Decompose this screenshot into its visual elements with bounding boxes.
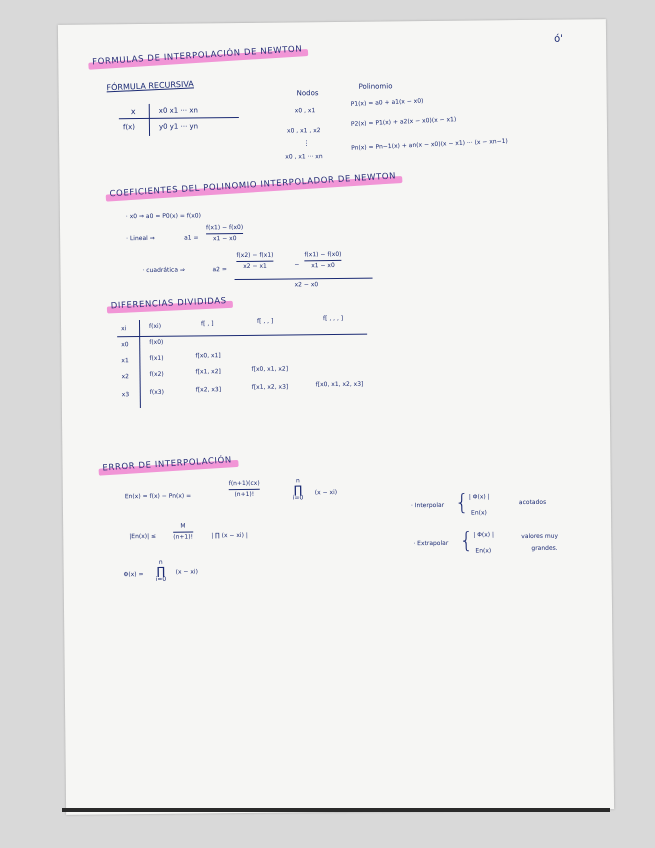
product-upper: n <box>295 477 300 485</box>
divdiff-hline <box>117 334 367 338</box>
extrap-phi: | Φ(x) | <box>473 531 495 539</box>
poly-p1: P1(x) = a0 + a1(x − x0) <box>350 97 424 108</box>
interp-phi: | Φ(x) | <box>468 493 490 501</box>
nodes-n: x0 , x1 ··· xn <box>285 153 323 161</box>
product-lower: i=0 <box>292 494 304 502</box>
coef-a2-num-1: f(x2) − f(x1) <box>236 251 274 260</box>
notes-page <box>58 19 614 815</box>
fraction-bar <box>229 489 260 490</box>
table-hline <box>119 117 239 119</box>
nodes-2: x0 , x1 , x2 <box>286 127 321 135</box>
product-upper: n <box>158 558 163 566</box>
divdiff-vline <box>139 320 141 408</box>
coef-a2-den-1: x2 − x1 <box>243 262 267 270</box>
err-eq1-term: (x − xi) <box>314 488 338 497</box>
extrap-result-2: grandes. <box>531 544 558 552</box>
coef-a0: · x0 ⇒ a0 = P0(x) = f(x0) <box>125 212 201 221</box>
fraction-bar <box>173 532 193 533</box>
scan-edge <box>62 808 610 812</box>
dd-row1-d1: f[x0, x1] <box>195 352 221 360</box>
dd-header-fx: f(xi) <box>149 322 162 330</box>
coef-a2-fraction-1 <box>236 253 273 270</box>
table-vline <box>149 104 150 136</box>
table-y-values: y0 y1 ··· yn <box>158 122 199 131</box>
extrap-label: · Extrapolar <box>413 539 449 548</box>
section-title-coefficients: COEFICIENTES DEL POLINOMIO INTERPOLADOR DE NEWTON <box>109 171 397 200</box>
dd-row0-x: x0 <box>121 341 129 349</box>
dd-row2-d2: f[x0, x1, x2] <box>251 365 289 373</box>
coef-a2-main-den: x2 − x0 <box>294 281 319 289</box>
section-title-divided-diff: DIFERENCIAS DIVIDIDAS <box>110 296 227 312</box>
interp-en: En(x) <box>470 509 487 517</box>
col-polynomial: Polinomio <box>358 82 393 91</box>
coef-a2-num-2: f(x1) − f(x0) <box>304 250 342 259</box>
err-bound-left: |En(x)| ≤ <box>129 532 157 541</box>
coef-a2-fraction-2 <box>304 252 341 269</box>
dd-row1-f: f(x1) <box>149 354 164 362</box>
fraction-bar <box>304 260 341 261</box>
dd-row2-f: f(x2) <box>149 370 164 378</box>
err-bound-fraction <box>173 524 193 541</box>
dd-row2-x: x2 <box>121 373 129 381</box>
coef-a1-fraction <box>206 225 243 242</box>
coef-lineal-label: · Lineal ⇒ <box>126 234 155 243</box>
dd-header-f1: f[ , ] <box>200 320 214 328</box>
poly-pn: Pn(x) = Pn−1(x) + an(x − x0)(x − x1) ··· (x − xn−1) <box>351 137 508 152</box>
dd-header-f2: f[ , , ] <box>256 317 274 325</box>
dd-row3-d1: f[x2, x3] <box>195 386 222 394</box>
err-bound-num: M <box>180 522 186 530</box>
table-x-values: x0 x1 ··· xn <box>158 106 198 115</box>
err-eq1-den: (n+1)! <box>234 490 255 499</box>
nodes-dots: ⋮ <box>303 139 311 148</box>
coef-quad-label: · cuadrática ⇒ <box>142 266 185 275</box>
dd-row3-x: x3 <box>121 391 130 399</box>
table-f-label: f(x) <box>122 123 136 132</box>
err-eq1-product <box>293 478 304 501</box>
dd-row3-f: f(x3) <box>149 388 164 396</box>
interp-brace: { <box>454 490 470 516</box>
fraction-bar <box>236 261 273 262</box>
dd-row1-x: x1 <box>121 357 129 365</box>
main-fraction-bar <box>235 278 373 280</box>
poly-p2: P2(x) = P1(x) + a2(x − x0)(x − x1) <box>350 116 457 128</box>
phi-term: (x − xi) <box>175 568 198 576</box>
dd-row2-d1: f[x1, x2] <box>195 368 221 376</box>
coef-a1-denominator: x1 − x0 <box>212 235 237 243</box>
dd-header-xi: xi <box>121 325 127 333</box>
err-eq1: En(x) = f(x) − Pn(x) = <box>124 492 192 501</box>
product-lower: i=0 <box>155 575 167 583</box>
section-title-newton: FORMULAS DE INTERPOLACIÓN DE NEWTON <box>91 44 303 68</box>
product-symbol: ∏ <box>156 564 166 578</box>
dd-row3-d2: f[x1, x2, x3] <box>251 383 289 391</box>
err-bound-product: | ∏ (x − xi) | <box>211 531 248 540</box>
fraction-bar <box>206 233 243 234</box>
phi-def: Φ(x) = <box>123 571 144 579</box>
extrap-brace: { <box>459 528 474 554</box>
interp-result: acotados <box>518 498 547 507</box>
coef-a1-numerator: f(x1) − f(x0) <box>205 223 244 232</box>
minus-sign: − <box>294 261 300 269</box>
phi-product <box>155 560 166 583</box>
coef-a2-den-2: x1 − x0 <box>311 262 335 270</box>
corner-mark: ó' <box>553 33 563 45</box>
col-nodes: Nodos <box>296 89 319 98</box>
table-x-label: x <box>130 107 136 117</box>
err-bound-den: (n+1)! <box>173 533 194 541</box>
coef-a2-label: a2 = <box>212 266 227 274</box>
dd-header-f3: f[ , , , ] <box>322 314 344 323</box>
section-title-error: ERROR DE INTERPOLACIÓN <box>102 455 233 474</box>
extrap-result-1: valores muy <box>521 532 559 541</box>
nodes-1: x0 , x1 <box>294 107 316 115</box>
extrap-en: En(x) <box>475 547 492 555</box>
interp-label: · Interpolar <box>410 501 445 510</box>
err-eq1-fraction <box>229 481 260 498</box>
coef-a1-label: a1 = <box>184 234 199 242</box>
dd-row0-f: f(x0) <box>149 338 164 346</box>
subtitle-recursive: FÓRMULA RECURSIVA <box>106 79 194 93</box>
product-symbol: ∏ <box>293 483 303 497</box>
err-eq1-num: f(n+1)(cx) <box>228 479 260 488</box>
dd-row3-d3: f[x0, x1, x2, x3] <box>315 380 364 389</box>
